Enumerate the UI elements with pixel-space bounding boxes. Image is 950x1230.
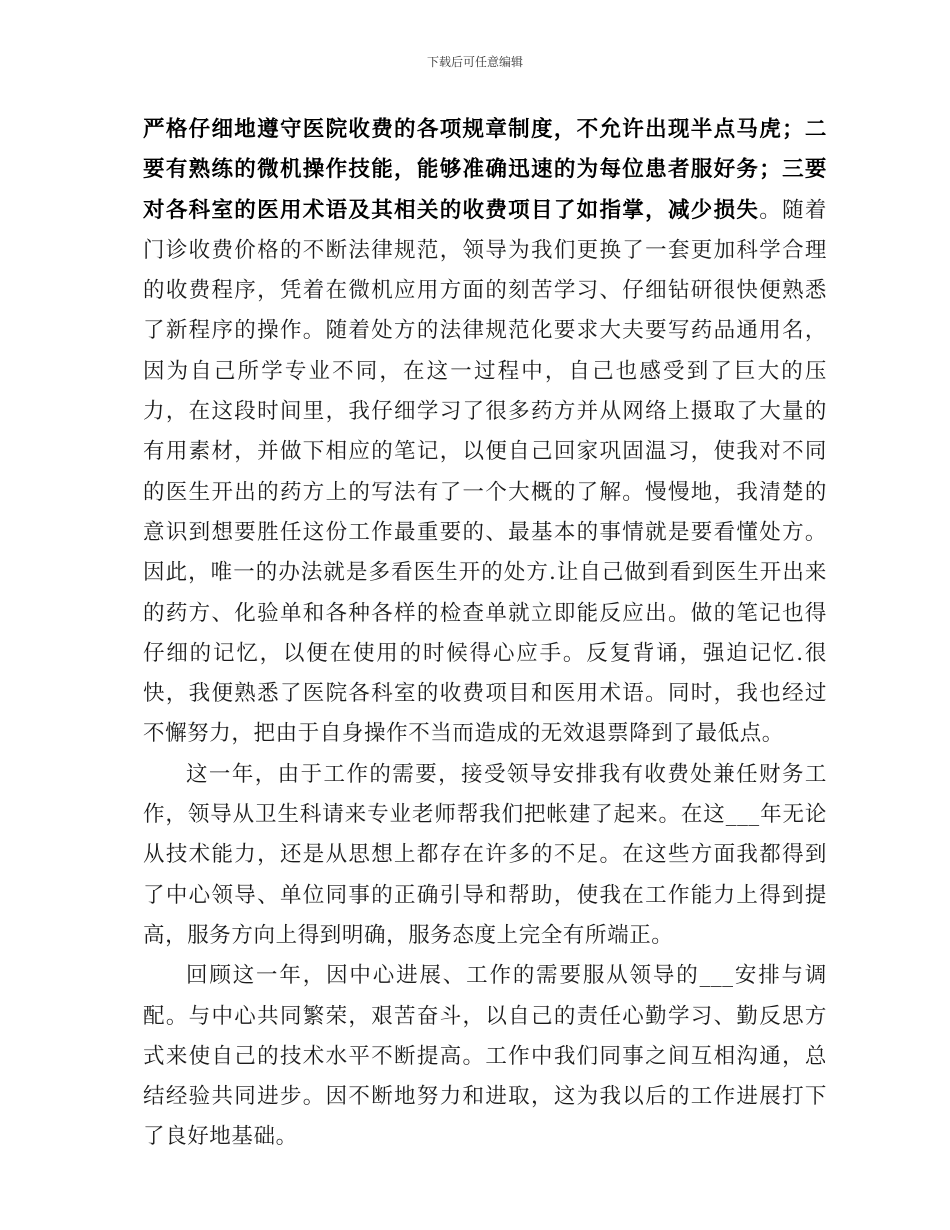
paragraph-1-text: 。随着门诊收费价格的不断法律规范，领导为我们更换了一套更加科学合理的收费程序，凭着在微机应用方面的刻苦学习、仔细钻研很快便熟悉了新程序的操作。随着处方的法律规范化要求大夫要写药品通用名，因为自己所学专业不同，在这一过程中，自己也感受到了巨大的压力，在这段时间里，我仔细学习了很多药方并从网络上摄取了大量的有用素材，并做下相应的笔记，以便自己回家巩固温习，使我对不同的医生开出的药方上的写法有了一个大概的了解。慢慢地，我清楚的意识到想要胜任这份工作最重要的、最基本的事情就是要看懂处方。因此，唯一的办法就是多看医生开的处方.让自己做到看到医生开出来的药方、化验单和各种各样的检查单就立即能反应出。做的笔记也得仔细的记忆，以便在使用的时候得心应手。反复背诵，强迫记忆.很快，我便熟悉了医院各科室的收费项目和医用术语。同时，我也经过不懈努力，把由于自身操作不当而造成的无效退票降到了最低点。 <box>143 197 827 747</box>
paragraph-2: 这一年，由于工作的需要，接受领导安排我有收费处兼任财务工作，领导从卫生科请来专业老师帮我们把帐建了起来。在这___年无论从技术能力，还是从思想上都存在许多的不足。在这些方面我都得到了中心领导、单位同事的正确引导和帮助，使我在工作能力上得到提高，服务方向上得到明确，服务态度上完全有所端正。 <box>143 761 827 948</box>
paragraph-1 <box>143 110 827 755</box>
document-body <box>143 110 827 1158</box>
page-header: 下载后可任意编辑 <box>426 55 523 69</box>
paragraph-3: 回顾这一年，因中心进展、工作的需要服从领导的___安排与调配。与中心共同繁荣，艰苦奋斗，以自己的责任心勤学习、勤反思方式来使自己的技术水平不断提高。工作中我们同事之间互相沟通，总结经验共同进步。因不断地努力和进取，这为我以后的工作进展打下了良好地基础。 <box>143 963 827 1150</box>
bold-requirements-text: 严格仔细地遵守医院收费的各项规章制度，不允许出现半点马虎；二要有熟练的微机操作技能，能够准确迅速的为每位患者服好务；三要对各科室的医用术语及其相关的收费项目了如指掌，减少损失 <box>143 117 827 223</box>
